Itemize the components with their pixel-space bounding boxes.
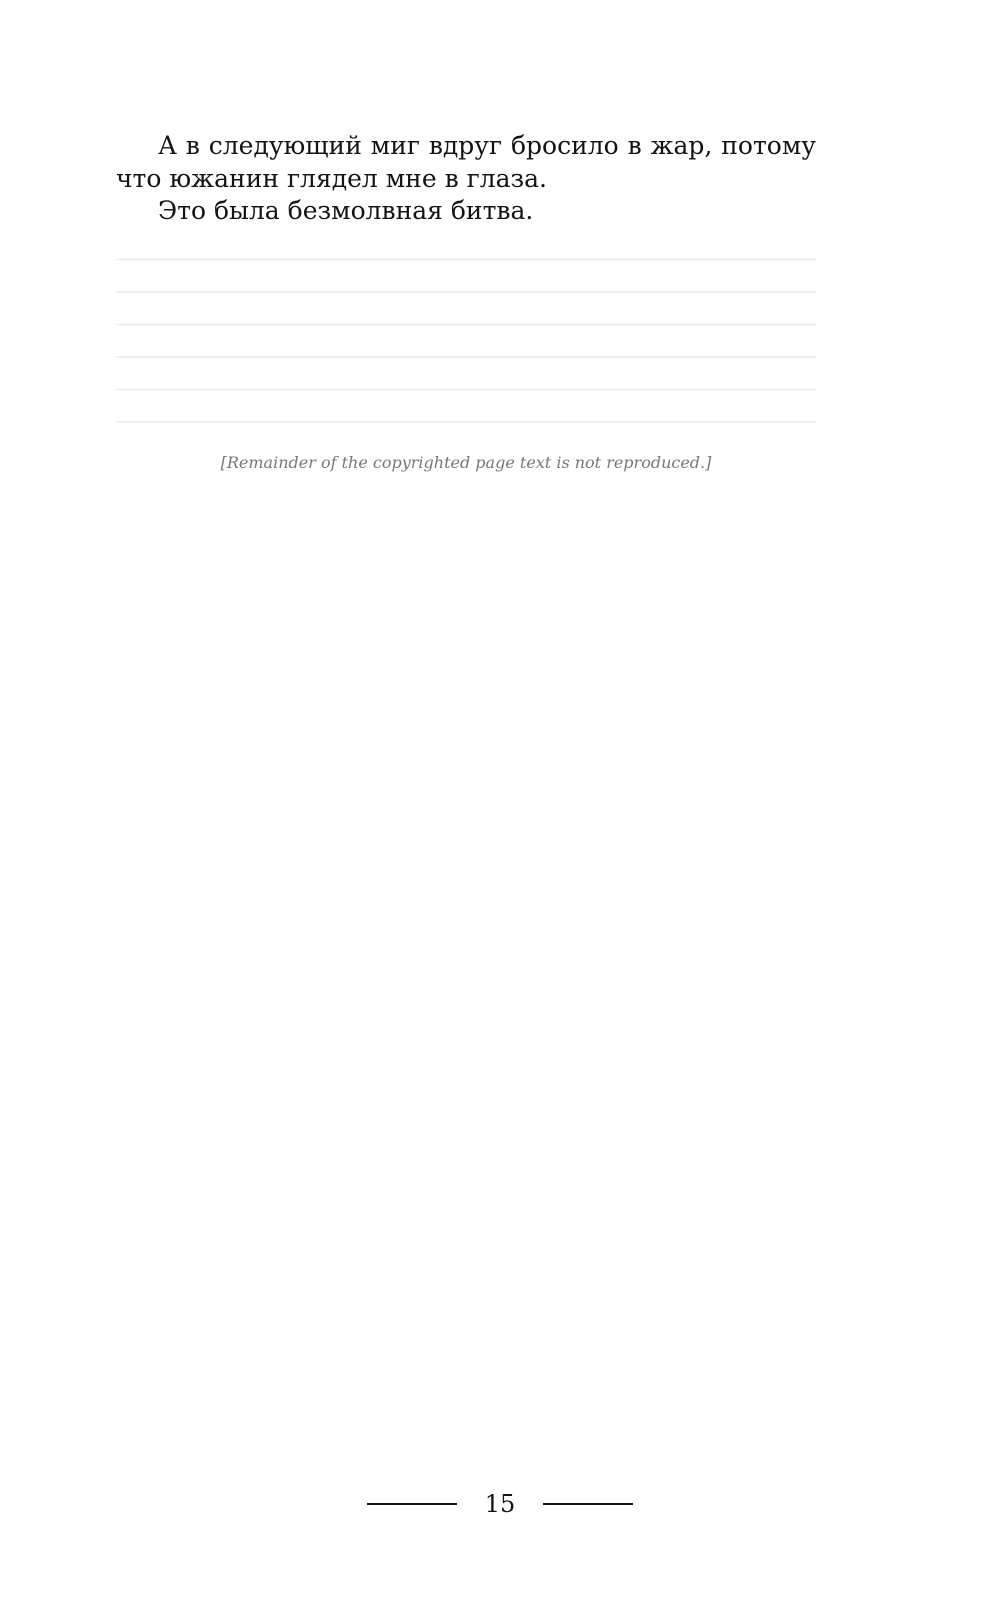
footer-rule-right <box>543 1503 633 1505</box>
footer-rule-left <box>367 1503 457 1505</box>
book-page <box>116 130 816 495</box>
omitted-text-block <box>116 293 816 358</box>
body-paragraph: Это была безмолвная битва. <box>158 196 534 225</box>
page-number: 15 <box>484 1490 516 1518</box>
omitted-text-block <box>116 228 816 293</box>
omission-note: [Remainder of the copyrighted page text is not reproduced.] <box>220 452 712 472</box>
body-paragraph: А в следующий миг вдруг бросило в жар, потому что южанин глядел мне в глаза. <box>116 131 816 193</box>
page-footer <box>0 1490 1000 1518</box>
omitted-text-block <box>116 358 816 423</box>
